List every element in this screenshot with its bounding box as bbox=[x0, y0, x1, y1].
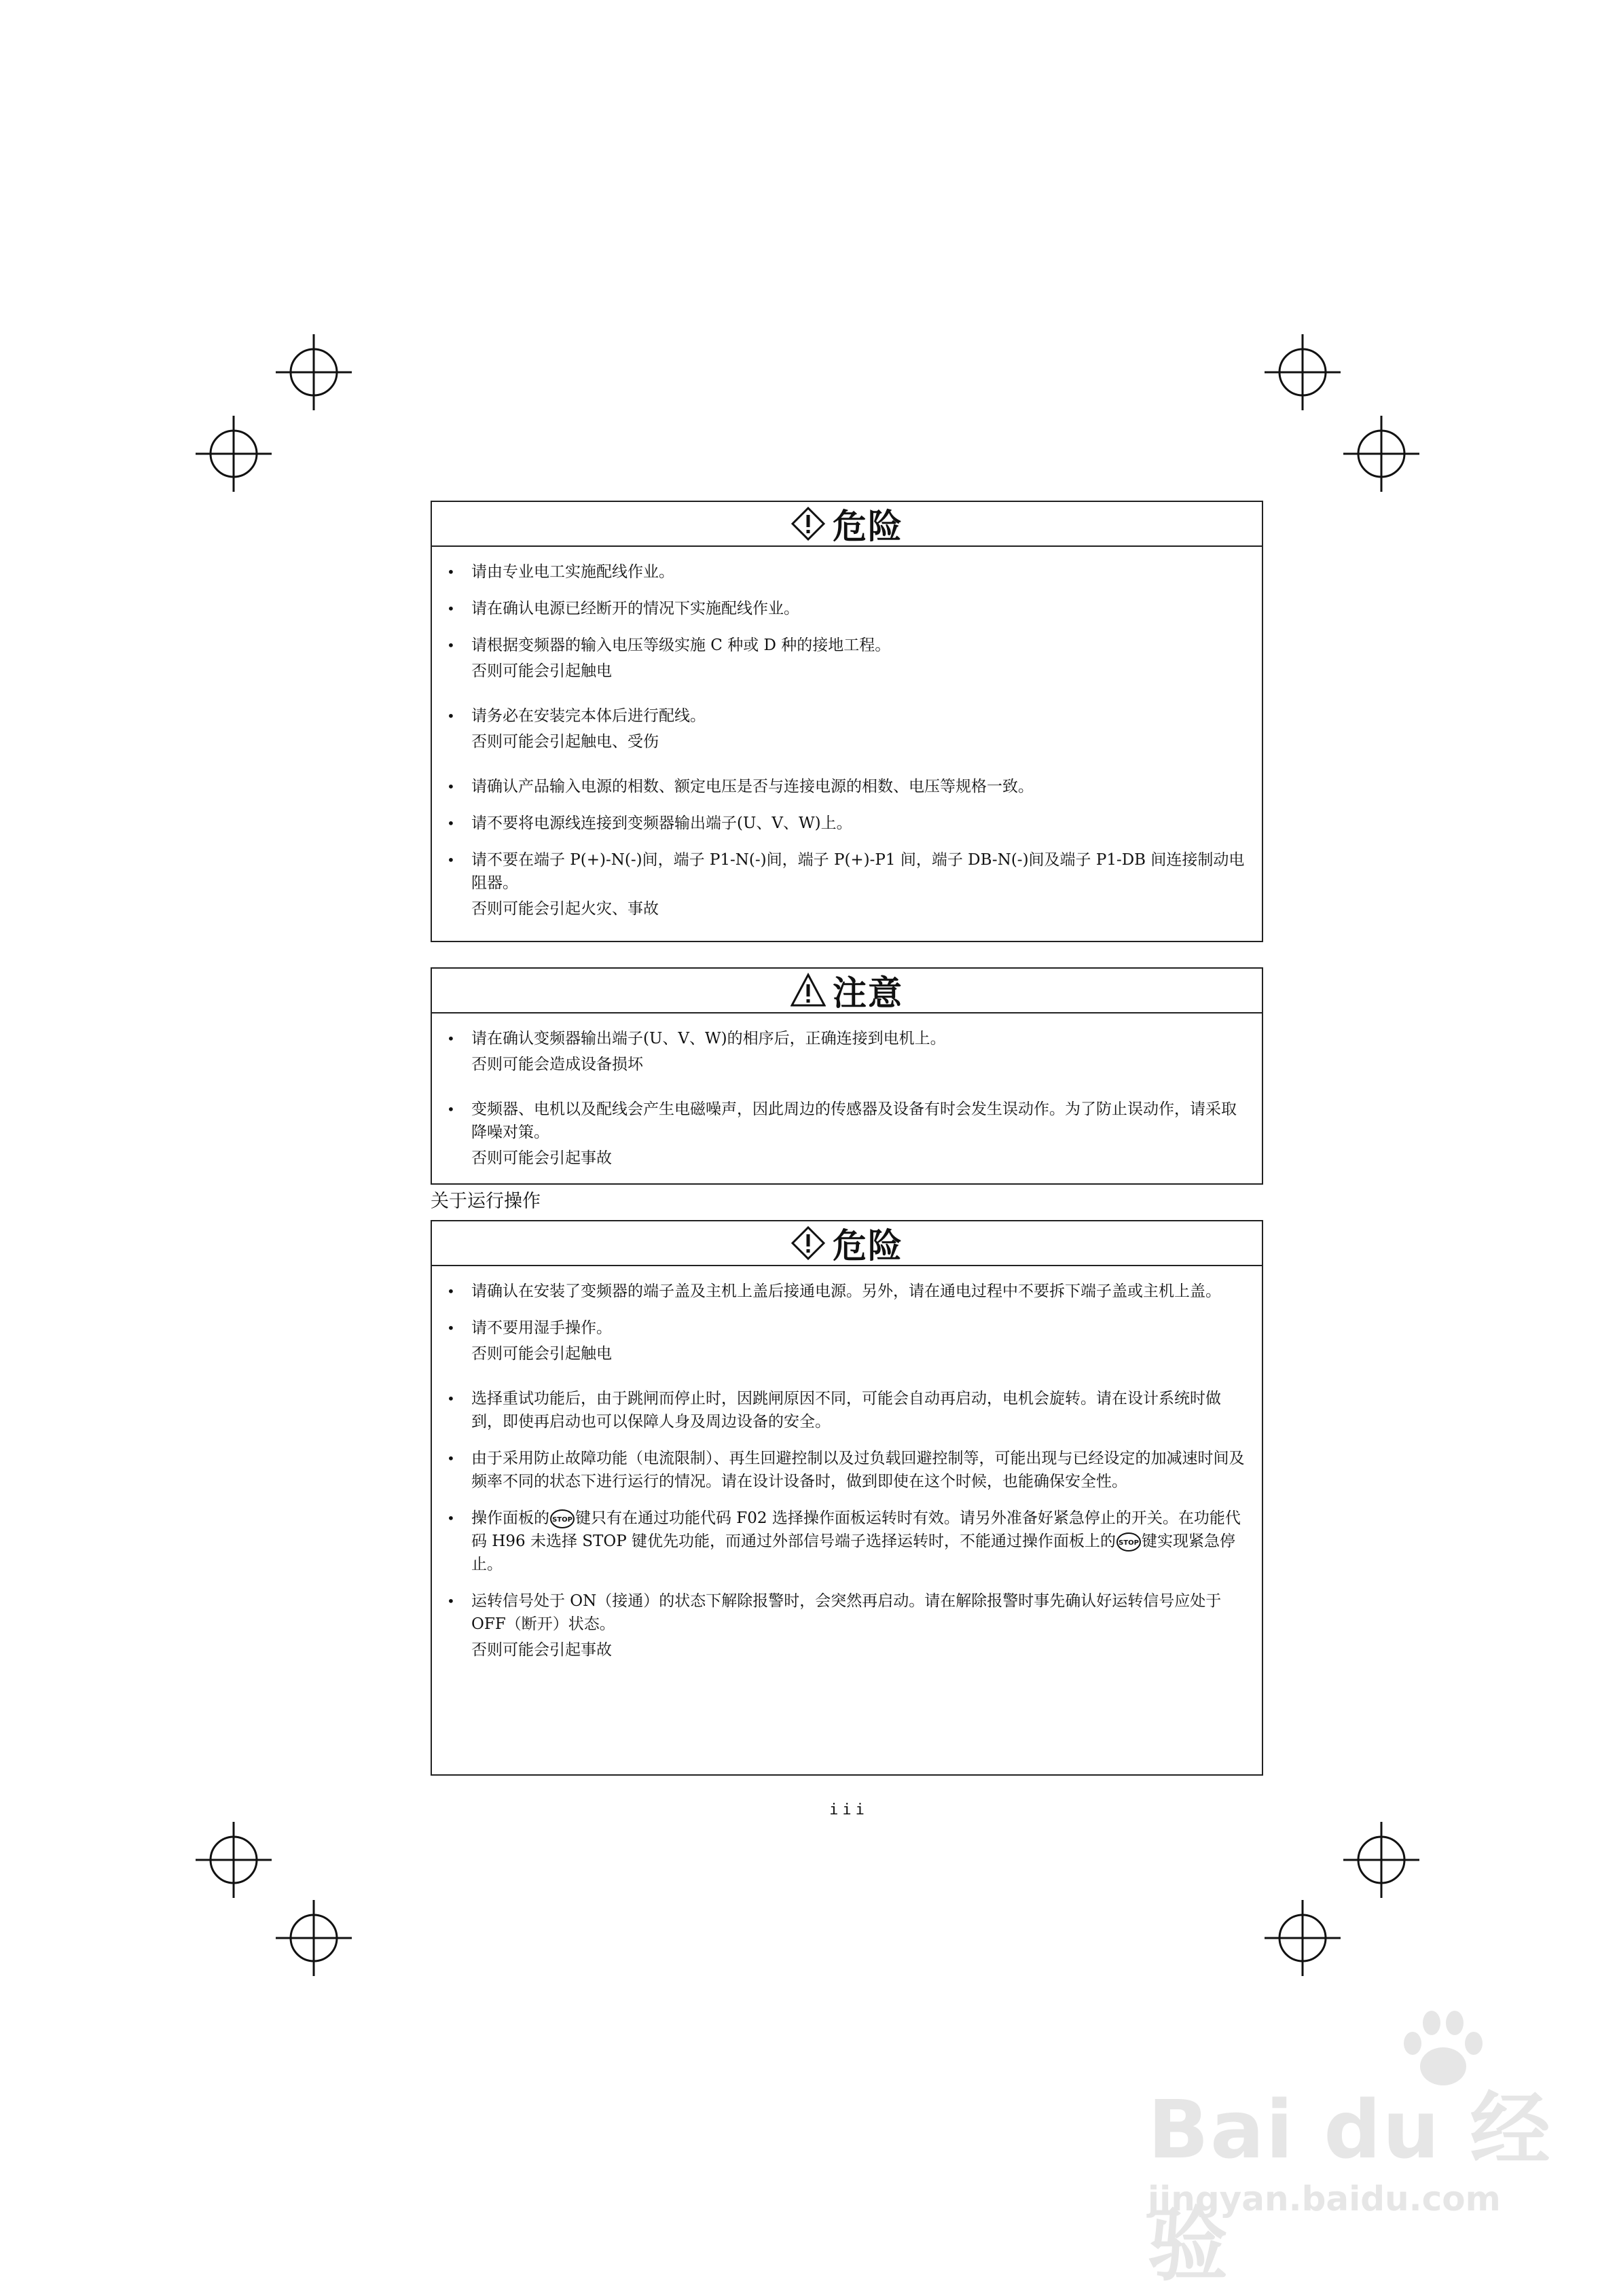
list-item bbox=[447, 1098, 1247, 1170]
bullet: • bbox=[447, 600, 455, 617]
registration-mark-bottom-left-1 bbox=[194, 1820, 273, 1899]
item-text: 请不要用湿手操作。 bbox=[471, 1319, 612, 1337]
list-item bbox=[447, 1507, 1247, 1576]
item-text: 变频器、电机以及配线会产生电磁噪声，因此周边的传感器及设备有时会发生误动作。为了防止误动作，请采取降噪对策。 bbox=[471, 1100, 1237, 1141]
item-text: 请务必在安装完本体后进行配线。 bbox=[471, 707, 706, 725]
item-text: 请确认在安装了变频器的端子盖及主机上盖后接通电源。另外，请在通电过程中不要拆下端子盖或主机上盖。 bbox=[471, 1282, 1221, 1300]
bullet: • bbox=[447, 1510, 455, 1526]
item-consequence: 否则可能会引起事故 bbox=[471, 1149, 612, 1167]
stop-key-icon-label: STOP bbox=[1119, 1539, 1139, 1547]
registration-mark-top-left-2 bbox=[194, 414, 273, 493]
item-consequence: 否则可能会引起火灾、事故 bbox=[471, 900, 659, 918]
list-item bbox=[447, 597, 1247, 620]
list-item bbox=[447, 1280, 1247, 1303]
danger-box-operation bbox=[431, 1220, 1263, 1776]
item-text: 请在确认变频器输出端子(U、V、W)的相序后，正确连接到电机上。 bbox=[471, 1030, 946, 1047]
item-text-part: 键实现紧急停止。 bbox=[471, 1532, 1235, 1573]
list-item bbox=[447, 560, 1247, 584]
item-text: 选择重试功能后，由于跳闸而停止时，因跳闸原因不同，可能会自动再启动，电机会旋转。请在设计系统时做到，即使再启动也可以保障人身及周边设备的安全。 bbox=[471, 1390, 1221, 1431]
bullet: • bbox=[447, 637, 455, 653]
bullet: • bbox=[447, 1030, 455, 1047]
item-consequence: 否则可能会引起触电、受伤 bbox=[471, 733, 659, 751]
item-consequence: 否则可能会引起触电 bbox=[471, 1345, 612, 1363]
danger-box-header bbox=[432, 1221, 1262, 1266]
item-text: 请在确认电源已经断开的情况下实施配线作业。 bbox=[471, 600, 799, 617]
baidu-watermark bbox=[1121, 2004, 1555, 2292]
page-number: iii bbox=[829, 1801, 869, 1818]
list-item bbox=[447, 1387, 1247, 1433]
list-item bbox=[447, 1316, 1247, 1365]
item-consequence: 否则可能会引起事故 bbox=[471, 1641, 612, 1659]
list-item bbox=[447, 1447, 1247, 1493]
list-item bbox=[447, 812, 1247, 835]
bullet: • bbox=[447, 852, 455, 868]
bullet: • bbox=[447, 1391, 455, 1407]
stop-key-icon bbox=[549, 1509, 575, 1529]
bullet: • bbox=[447, 564, 455, 580]
registration-mark-top-right-2 bbox=[1342, 414, 1421, 493]
registration-mark-bottom-right-1 bbox=[1342, 1820, 1421, 1899]
registration-mark-top-left-1 bbox=[274, 333, 353, 412]
bullet: • bbox=[447, 708, 455, 724]
danger-box-wiring bbox=[431, 501, 1263, 942]
item-text: 运转信号处于 ON（接通）的状态下解除报警时，会突然再启动。请在解除报警时事先确认好运转信号应处于 OFF（断开）状态。 bbox=[471, 1592, 1222, 1633]
bullet: • bbox=[447, 1320, 455, 1336]
watermark-url: jingyan.baidu.com bbox=[1148, 2179, 1501, 2219]
danger-title: 危险 bbox=[833, 1226, 903, 1266]
bullet: • bbox=[447, 1101, 455, 1117]
item-text: 请根据变频器的输入电压等级实施 C 种或 D 种的接地工程。 bbox=[471, 636, 891, 654]
watermark-logo-text: Bai du 经验 bbox=[1148, 2083, 1552, 2292]
caution-box bbox=[431, 967, 1263, 1185]
list-item bbox=[447, 1027, 1247, 1076]
registration-mark-bottom-right-2 bbox=[1263, 1899, 1342, 1977]
danger-diamond-icon bbox=[791, 1225, 826, 1261]
item-consequence: 否则可能会造成设备损坏 bbox=[471, 1056, 643, 1073]
list-item bbox=[447, 1590, 1247, 1662]
caution-title: 注意 bbox=[833, 973, 903, 1013]
bullet: • bbox=[447, 1593, 455, 1609]
item-text: 请由专业电工实施配线作业。 bbox=[471, 563, 674, 581]
item-text-part: 操作面板的 bbox=[471, 1509, 549, 1527]
bullet: • bbox=[447, 1450, 455, 1467]
item-text: 由于采用防止故障功能（电流限制）、再生回避控制以及过负载回避控制等，可能出现与已经设定的加减速时间及频率不同的状态下进行运行的情况。请在设计设备时，做到即使在这个时候，也能确保安全性。 bbox=[471, 1450, 1245, 1490]
item-text-part: 键只有在通过功能代码 F02 选择操作面板运转时有效。请另外准备好紧急停止的开关。在功能代码 H96 未选择 STOP 键优先功能，而通过外部信号端子选择运转时，不能通过操作面板上的 bbox=[471, 1509, 1241, 1550]
warning-triangle-icon bbox=[791, 973, 826, 1008]
list-item bbox=[447, 848, 1247, 920]
danger-title: 危险 bbox=[833, 507, 903, 546]
list-item bbox=[447, 704, 1247, 753]
bullet: • bbox=[447, 815, 455, 831]
item-text: 请不要将电源线连接到变频器输出端子(U、V、W)上。 bbox=[471, 814, 852, 832]
bullet: • bbox=[447, 1283, 455, 1299]
list-item bbox=[447, 775, 1247, 798]
item-consequence: 否则可能会引起触电 bbox=[471, 662, 612, 680]
registration-mark-bottom-left-2 bbox=[274, 1899, 353, 1977]
stop-key-icon-label: STOP bbox=[552, 1516, 573, 1524]
danger-box-header bbox=[432, 502, 1262, 547]
stop-key-icon bbox=[1116, 1532, 1142, 1552]
registration-mark-top-right-1 bbox=[1263, 333, 1342, 412]
danger-diamond-icon bbox=[791, 506, 826, 541]
list-item bbox=[447, 634, 1247, 683]
item-text: 请不要在端子 P(+)-N(-)间，端子 P1-N(-)间，端子 P(+)-P1 间，端子 DB-N(-)间及端子 P1-DB 间连接制动电阻器。 bbox=[471, 851, 1245, 892]
section-heading: 关于运行操作 bbox=[431, 1191, 541, 1212]
caution-box-header bbox=[432, 969, 1262, 1014]
bullet: • bbox=[447, 778, 455, 795]
item-text: 请确认产品输入电源的相数、额定电压是否与连接电源的相数、电压等规格一致。 bbox=[471, 778, 1034, 795]
